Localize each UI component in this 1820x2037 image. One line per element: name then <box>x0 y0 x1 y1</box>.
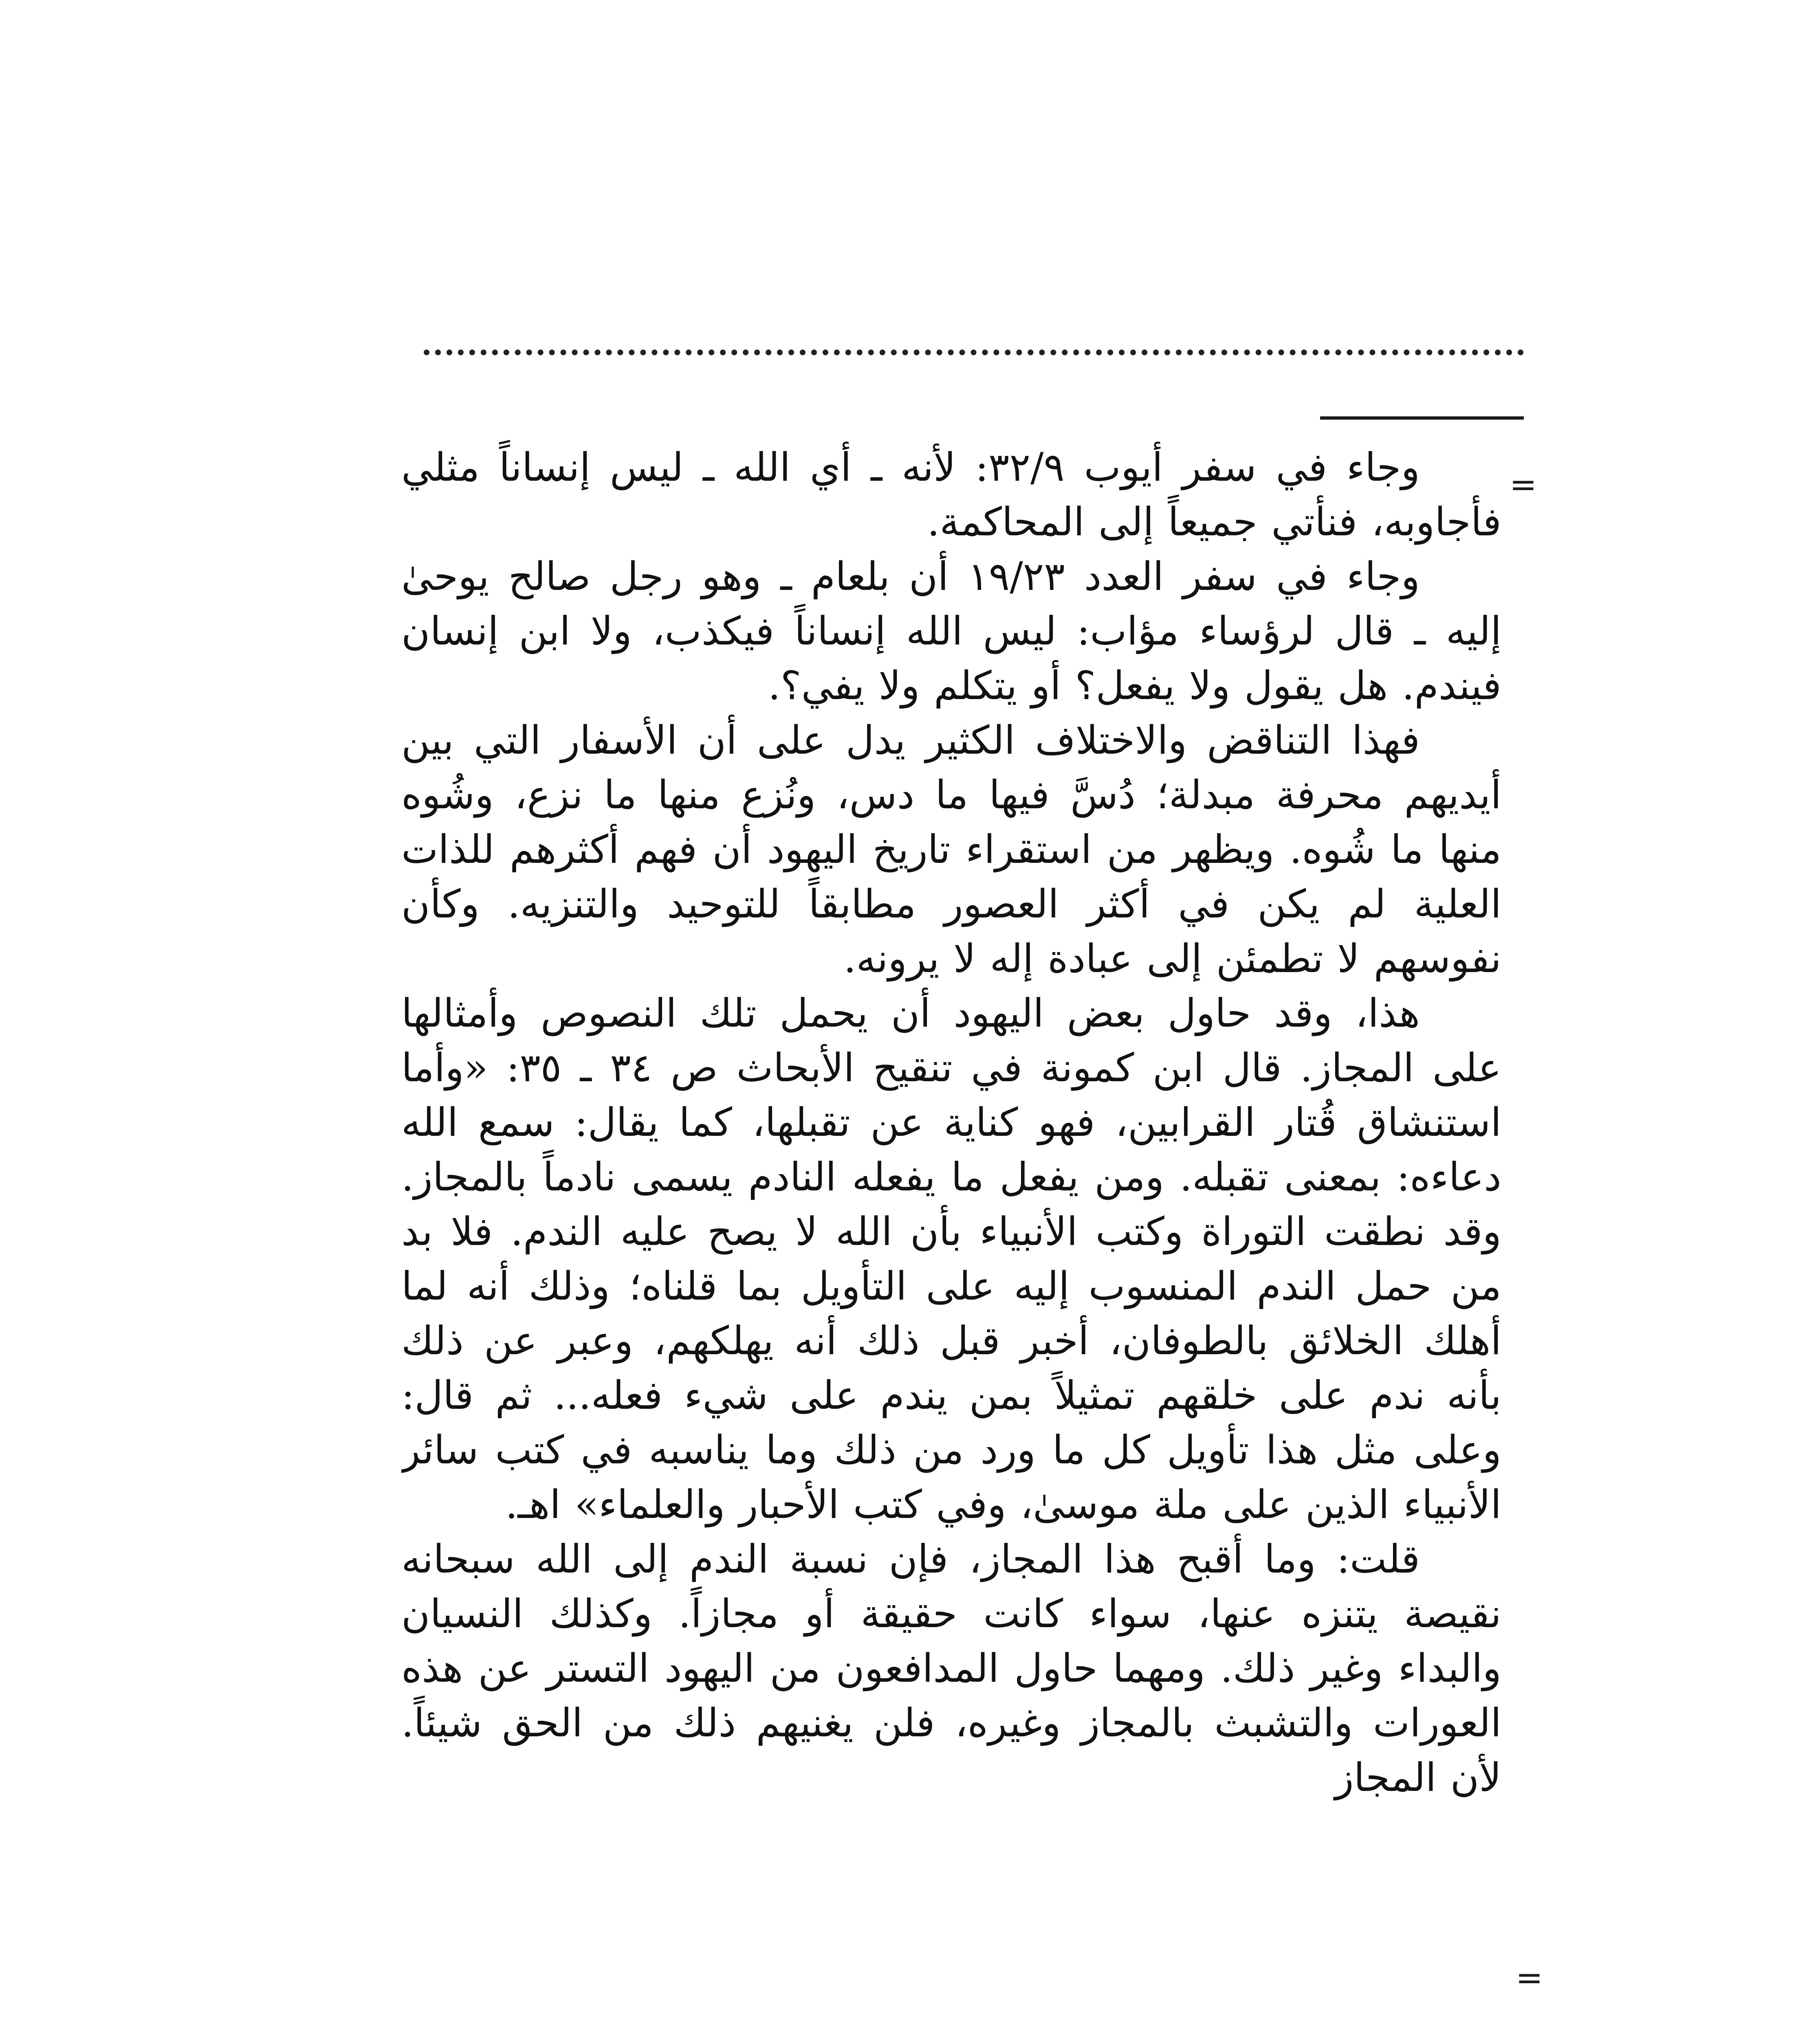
footnote-continuation-start-mark: = <box>1510 466 1537 504</box>
footnote-paragraph-4: هذا، وقد حاول بعض اليهود أن يحمل تلك النصوص وأمثالها على المجاز. قال ابن كمونة في تنقيح الأبحاث ص ٣٤ ـ ٣٥: «وأما استنشاق قُتار القرابين، فهو كناية عن تقبلها، كما يقال: سمع الله دعاءه: بمعنى تقبله. ومن يفعل ما يفعله النادم يسمى نادماً بالمجاز. وقد نطقت التوراة وكتب الأنبياء بأن الله لا يصح عليه الندم. فلا بد من حمل الندم المنسوب إليه على التأويل بما قلناه؛ وذلك أنه لما أهلك الخلائق بالطوفان، أخبر قبل ذلك أنه يهلكهم، وعبر عن ذلك بأنه ندم على خلقهم تمثيلاً بمن يندم على شيء فعله... ثم قال: وعلى مثل هذا تأويل كل ما ورد من ذلك وما يناسبه في كتب سائر الأنبياء الذين على ملة موسىٰ، وفي كتب الأحبار والعلماء» اهـ. <box>401 990 1501 1527</box>
footnote-paragraph-1: وجاء في سفر أيوب ٣٢/٩: لأنه ـ أي الله ـ ليس إنساناً مثلي فأجاوبه، فنأتي جميعاً إلى المحاكمة. <box>401 444 1501 545</box>
footnote-paragraph-3: فهذا التناقض والاختلاف الكثير يدل على أن الأسفار التي بين أيديهم محرفة مبدلة؛ دُسَّ فيها ما دس، ونُزع منها ما نزع، وشُوه منها ما شُوه. ويظهر من استقراء تاريخ اليهود أن فهم أكثرهم للذات العلية لم يكن في أكثر العصور مطابقاً للتوحيد والتنزيه. وكأن نفوسهم لا تطمئن إلى عبادة إله لا يرونه. <box>401 717 1501 981</box>
main-text-dotted-separator <box>424 350 1524 355</box>
footnote-separator-rule <box>1320 416 1524 420</box>
footnote-paragraph-5: قلت: وما أقبح هذا المجاز، فإن نسبة الندم إلى الله سبحانه نقيصة يتنزه عنها، سواء كانت حقيقة أو مجازاً. وكذلك النسيان والبداء وغير ذلك. ومهما حاول المدافعون من اليهود التستر عن هذه العورات والتشبث بالمجاز وغيره، فلن يغنيهم ذلك من الحق شيئاً. لأن المجاز <box>401 1536 1501 1800</box>
footnote-paragraph-2: وجاء في سفر العدد ١٩/٢٣ أن بلعام ـ وهو رجل صالح يوحىٰ إليه ـ قال لرؤساء مؤاب: ليس الله إنساناً فيكذب، ولا ابن إنسان فيندم. هل يقول ولا يفعل؟ أو يتكلم ولا يفي؟. <box>401 554 1501 708</box>
footnote-body <box>401 440 1501 1964</box>
footnote-continuation-end-mark: = <box>1516 1959 1543 1997</box>
